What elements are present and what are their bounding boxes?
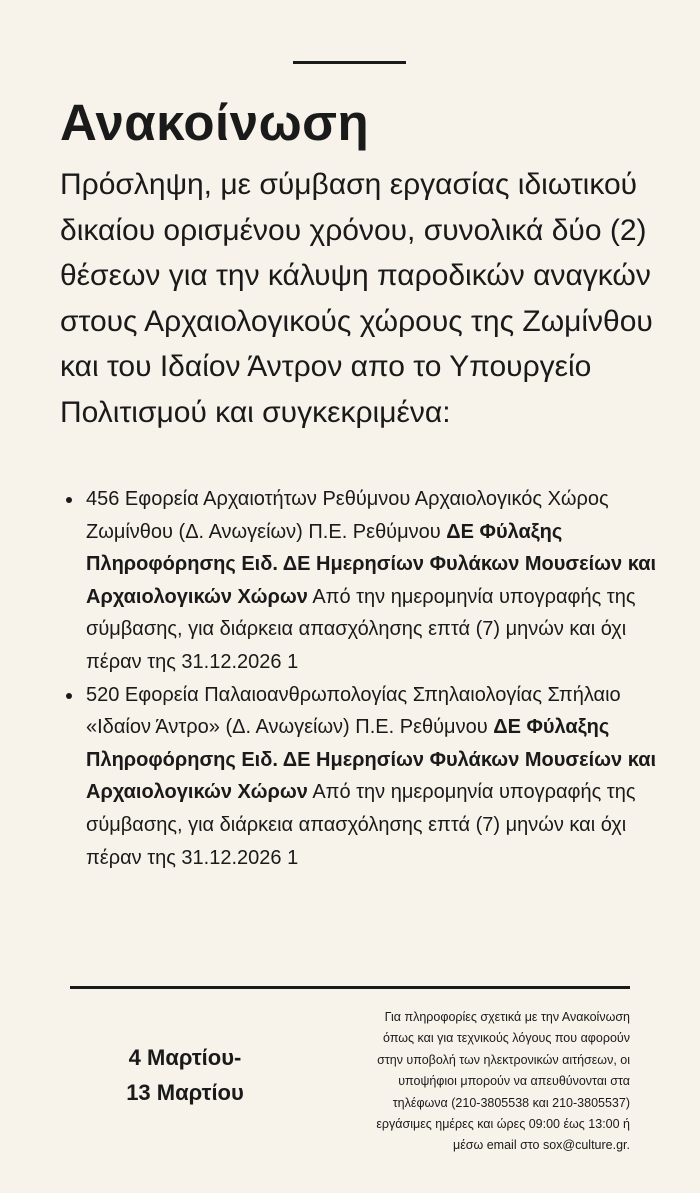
position-text: 456 Εφορεία Αρχαιοτήτων Ρεθύμνου Αρχαιολογικός Χώρος Ζωμίνθου (Δ. Ανωγείων) Π.Ε. Ρεθύμνου <box>86 488 609 543</box>
info-line: Για πληροφορίες σχετικά με την Ανακοίνωση <box>384 1010 630 1024</box>
top-divider <box>293 61 406 64</box>
info-line: όπως και για τεχνικούς λόγους που αφορούν <box>383 1031 630 1046</box>
position-specialty: ΔΕ Φύλαξης Πληροφόρησης Ειδ. ΔΕ Ημερησίων Φυλάκων Μουσείων και Αρχαιολογικών Χώρων <box>86 716 657 804</box>
position-specialty: ΔΕ Φύλαξης Πληροφόρησης Ειδ. ΔΕ Ημερησίων Φυλάκων Μουσείων και Αρχαιολογικών Χώρων <box>86 520 657 608</box>
info-line: εργάσιμες ημέρες και ώρες 09:00 έως 13:00 ή <box>376 1117 630 1132</box>
position-text: 520 Εφορεία Παλαιοανθρωπολογίας Σπηλαιολογίας Σπήλαιο «Ιδαίον Άντρο» (Δ. Ανωγείων) Π.Ε. Ρεθύμνου <box>86 683 621 739</box>
list-item <box>86 679 686 875</box>
positions-list <box>60 483 686 874</box>
position-duration: Από την ημερομηνία υπογραφής της σύμβασης, για διάρκεια απασχόλησης επτά (7) μηνών και όχι πέραν της 31.12.2026 1 <box>86 781 636 869</box>
position-duration: Από την ημερομηνία υπογραφής της σύμβασης, για διάρκεια απασχόλησης επτά (7) μηνών και όχι πέραν της 31.12.2026 1 <box>86 585 636 673</box>
application-dates <box>100 1040 270 1110</box>
bottom-divider <box>70 986 630 989</box>
info-line: τηλέφωνα (210-3805538 και 210-3805537) <box>392 1095 630 1110</box>
date-start: 4 Μαρτίου- <box>128 1045 242 1070</box>
info-line: υποψήφιοι μπορούν να απευθύνονται στα <box>398 1074 630 1089</box>
contact-info <box>295 1007 630 1157</box>
announcement-subtitle: Πρόσληψη, με σύμβαση εργασίας ιδιωτικού δικαίου ορισμένου χρόνου, συνολικά δύο (2) θέσεων για την κάλυψη παροδικών αναγκών στους Αρχαιολογικούς χώρους της Ζωμίνθου και του Ιδαίον Άντρον απο το Υπουργείο Πολιτισμού και συγκεκριμένα: <box>60 168 653 429</box>
page-title: Ανακοίνωση <box>60 94 370 151</box>
info-line: στην υποβολή των ηλεκτρονικών αιτήσεων, οι <box>377 1052 630 1067</box>
info-line: μέσω email στο sox@culture.gr. <box>453 1138 630 1153</box>
date-end: 13 Μαρτίου <box>126 1080 244 1105</box>
list-item <box>86 483 686 679</box>
